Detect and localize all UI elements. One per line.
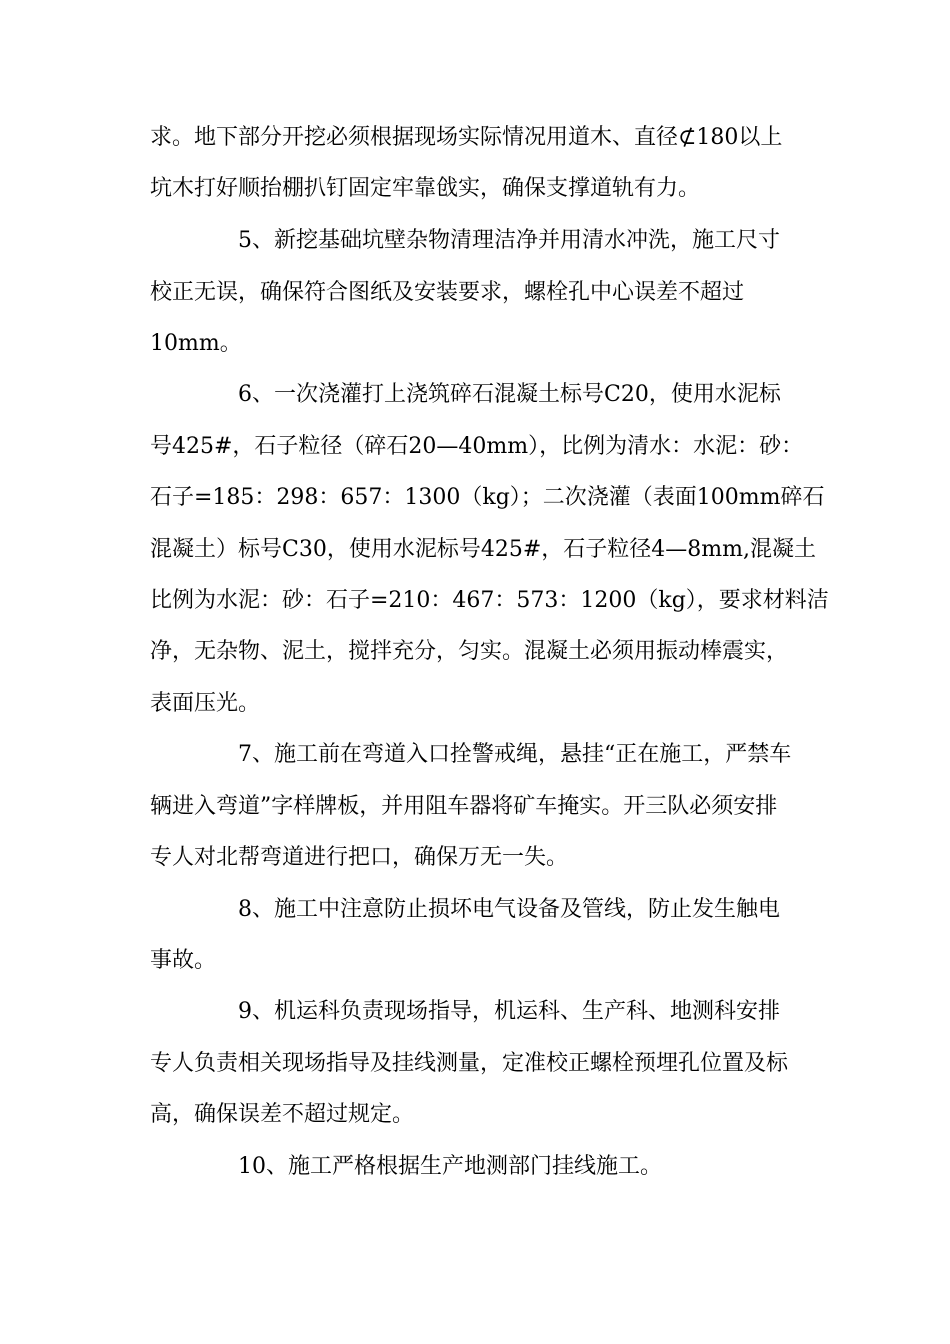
paragraph-9-line-2: 专人负责相关现场指导及挂线测量，定准校正螺栓预埋孔位置及标 — [150, 1051, 789, 1076]
paragraph-9-line-1: 9、机运科负责现场指导，机运科、生产科、地测科安排 — [238, 999, 780, 1024]
paragraph-8-line-1: 8、施工中注意防止损坏电气设备及管线，防止发生触电 — [238, 897, 780, 922]
paragraph-6-line-1: 6、一次浇灌打上浇筑碎石混凝土标号C20，使用水泥标 — [238, 382, 781, 407]
paragraph-5-line-2: 校正无误，确保符合图纸及安装要求，螺栓孔中心误差不超过 — [150, 280, 745, 305]
paragraph-8-line-2: 事故。 — [150, 948, 217, 973]
paragraph-6-line-4: 混凝土）标号C30，使用水泥标号425#，石子粒径4—8mm,混凝土 — [150, 537, 816, 562]
paragraph-10-line-1: 10、施工严格根据生产地测部门挂线施工。 — [238, 1154, 662, 1179]
paragraph-5-line-1: 5、新挖基础坑壁杂物清理洁净并用清水冲洗，施工尺寸 — [238, 228, 780, 253]
paragraph-6-line-3: 石子=185：298：657：1300（kg）；二次浇灌（表面100mm碎石 — [150, 485, 825, 510]
paragraph-7-line-1: 7、施工前在弯道入口拴警戒绳，悬挂“正在施工，严禁车 — [238, 742, 792, 767]
paragraph-6-line-5: 比例为水泥：砂：石子=210：467：573：1200（kg），要求材料洁 — [150, 588, 829, 613]
paragraph-9-line-3: 高，确保误差不超过规定。 — [150, 1102, 415, 1127]
paragraph-5-line-3: 10mm。 — [150, 331, 242, 356]
text-line-1: 求。地下部分开挖必须根据现场实际情况用道木、直径⊄180以上 — [150, 125, 783, 150]
paragraph-7-line-2: 辆进入弯道”字样牌板，并用阻车器将矿车掩实。开三队必须安排 — [150, 794, 778, 819]
text-line-2: 坑木打好顺抬棚扒钉固定牢靠戗实，确保支撑道轨有力。 — [150, 176, 701, 201]
paragraph-6-line-2: 号425#，石子粒径（碎石20—40mm），比例为清水：水泥：砂： — [150, 434, 804, 459]
paragraph-7-line-3: 专人对北帮弯道进行把口，确保万无一失。 — [150, 845, 569, 870]
paragraph-6-line-6: 净，无杂物、泥土，搅拌充分，匀实。混凝土必须用振动棒震实， — [150, 639, 789, 664]
paragraph-6-line-7: 表面压光。 — [150, 691, 261, 716]
